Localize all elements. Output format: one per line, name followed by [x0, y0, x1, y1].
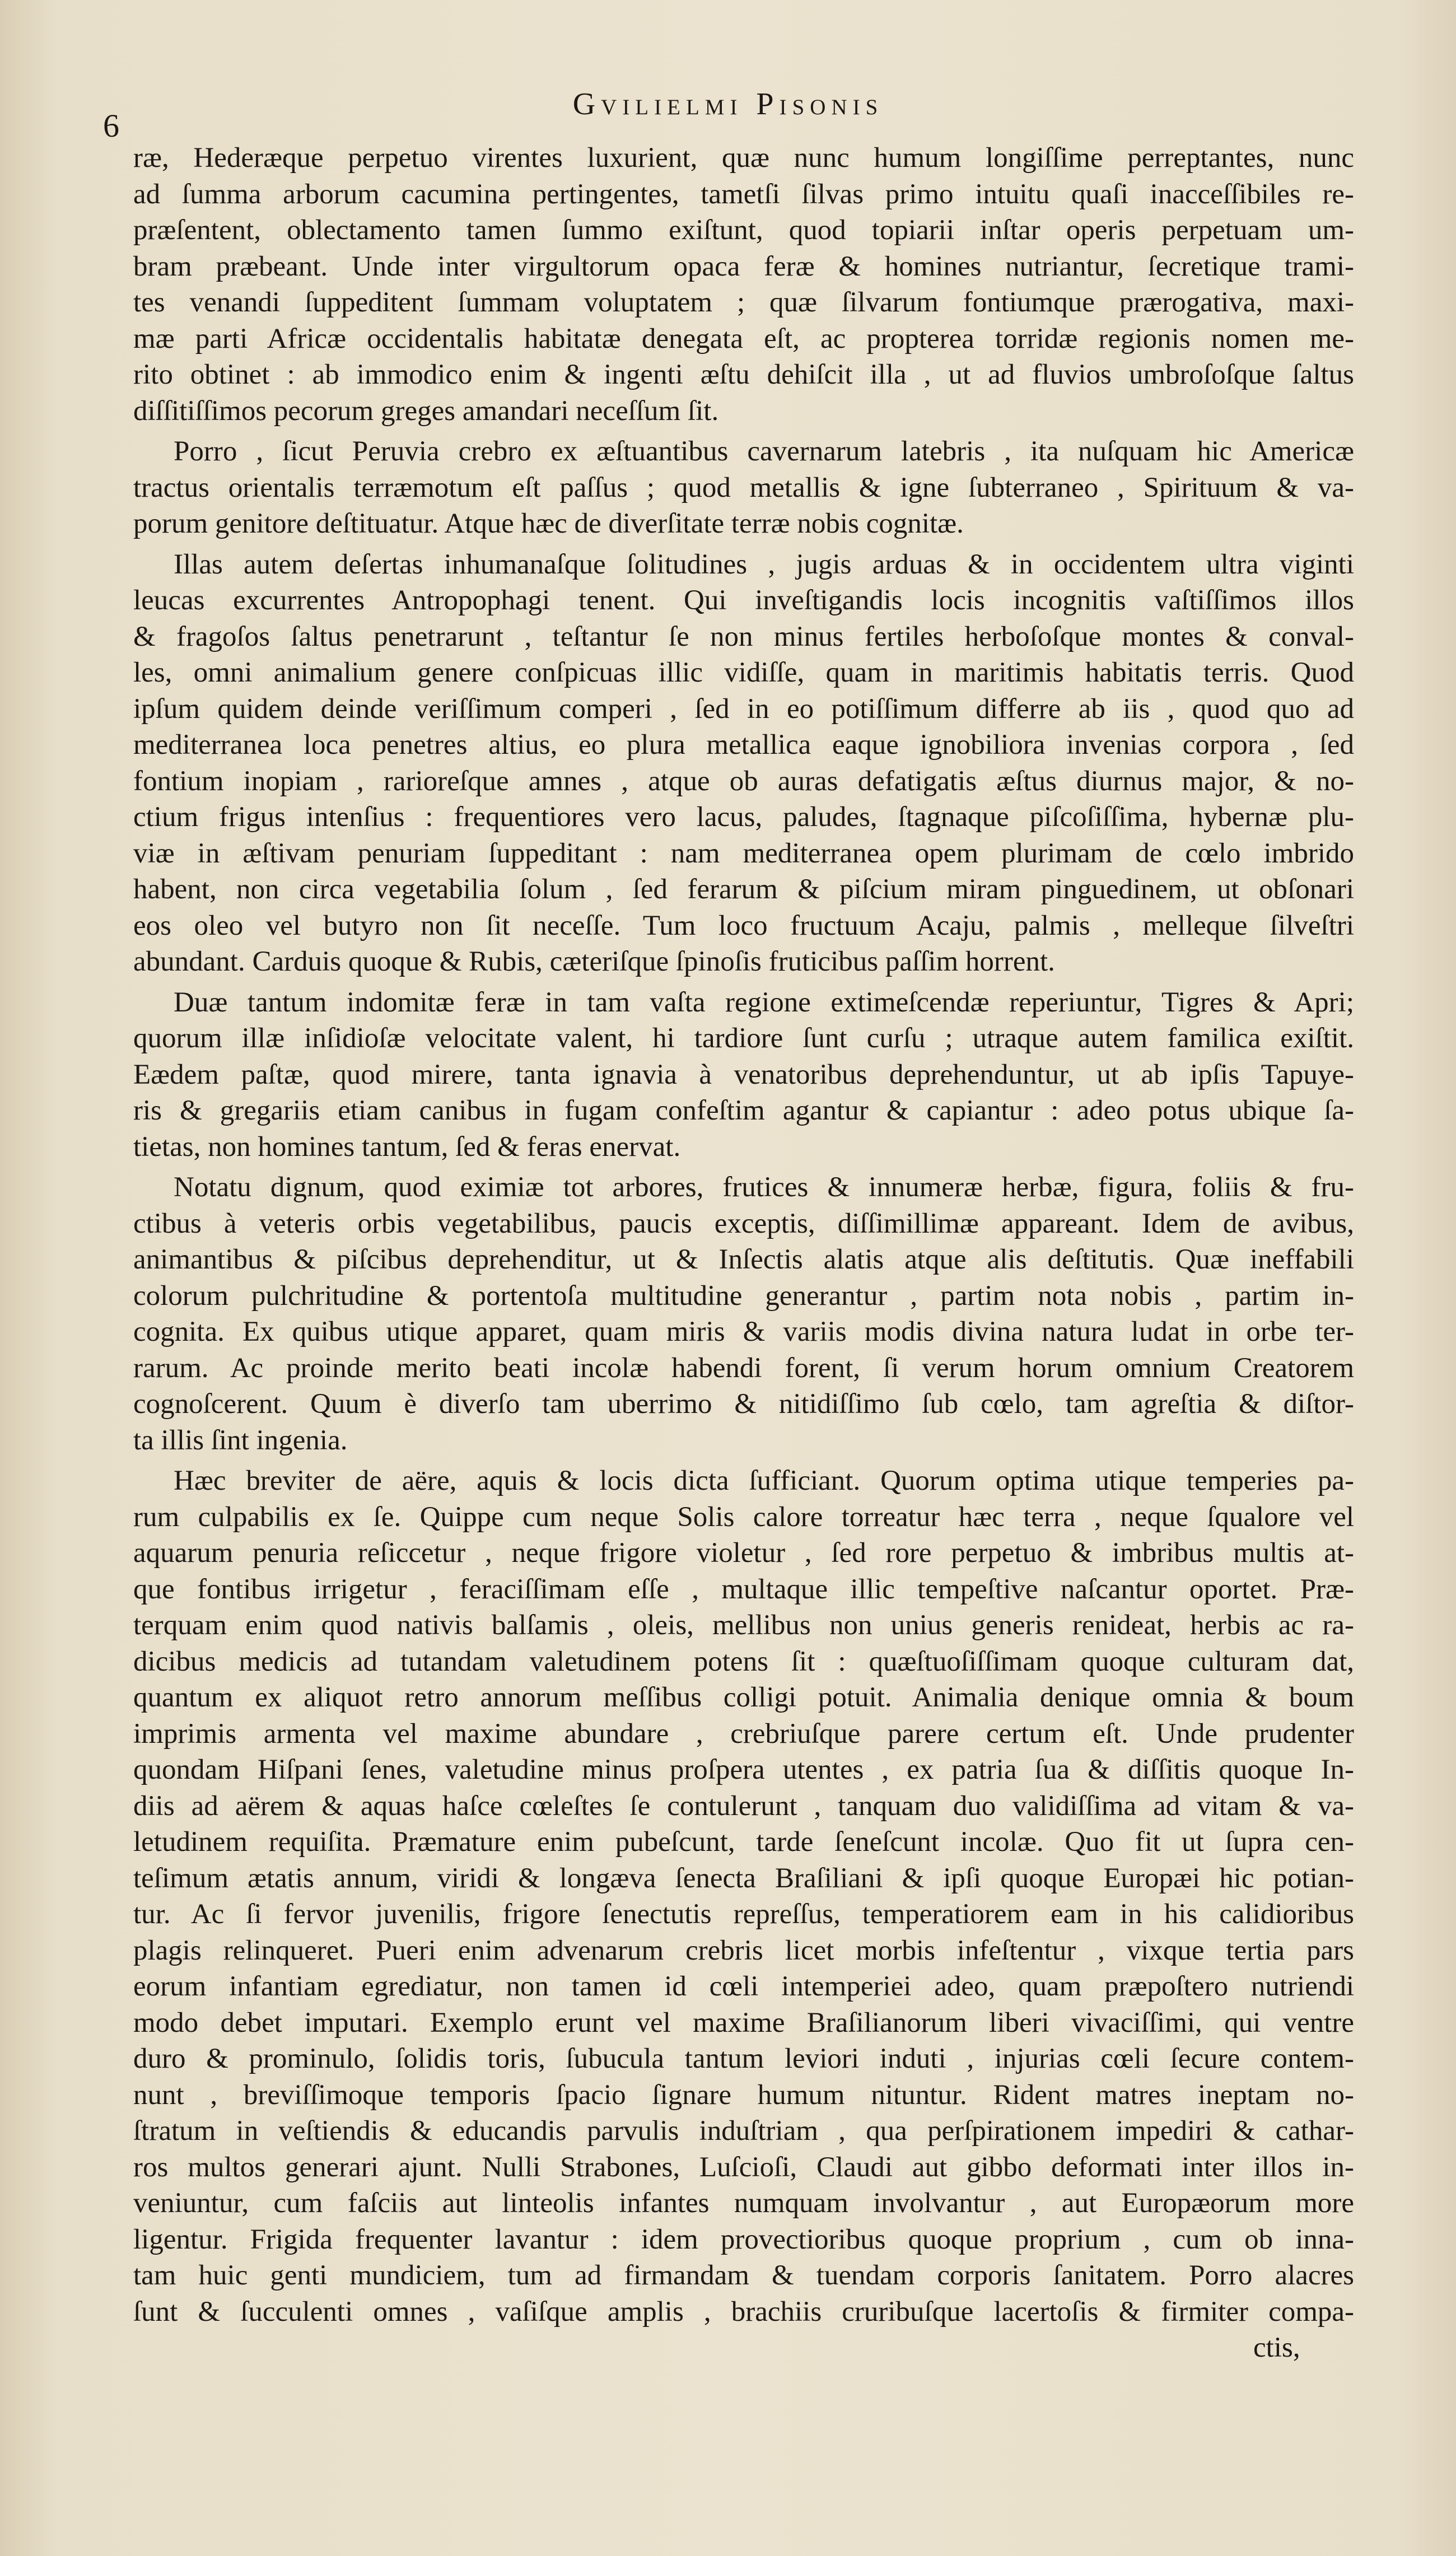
- paragraph-4: [133, 985, 1354, 1165]
- text-line: Porro , ſicut Peruvia crebro ex æſtuantibus cavernarum latebris , ita nuſquam hic Americæ: [174, 436, 1354, 467]
- text-line: colorum pulchritudine & portentoſa multitudine generantur , partim nota nobis , partim in-: [133, 1280, 1354, 1312]
- text-line: tractus orientalis terræmotum eſt paſſus ; quod metallis & igne ſubterraneo , Spirituum & va-: [133, 472, 1354, 503]
- text-line: ad ſumma arborum cacumina pertingentes, tametſi ſilvas primo intuitu quaſi inacceſſibiles re-: [133, 178, 1354, 210]
- text-line: rito obtinet : ab immodico enim & ingenti æſtu dehiſcit illa , ut ad fluvios umbroſoſque ſaltus: [133, 359, 1354, 390]
- text-line: ſunt & ſucculenti omnes , vaſiſque amplis , brachiis cruribuſque lacertoſis & firmiter compa-: [133, 2296, 1354, 2328]
- text-line: cognoſcerent. Quum è diverſo tam uberrimo & nitidiſſimo ſub cœlo, tam agreſtia & diſtor-: [133, 1388, 1354, 1420]
- text-line: imprimis armenta vel maxime abundare , crebriuſque parere certum eſt. Unde prudenter: [133, 1718, 1354, 1750]
- text-line: fontium inopiam , rarioreſque amnes , atque ob auras defatigatis æſtus diurnus major, & no-: [133, 765, 1354, 797]
- text-line: animantibus & piſcibus deprehenditur, ut & Inſectis alatis atque alis deſtitutis. Quæ ineffabili: [133, 1244, 1354, 1275]
- text-line: les, omni animalium genere conſpicuas illic vidiſſe, quam in maritimis habitatis terris. Quod: [133, 657, 1354, 688]
- paragraph-2: [133, 433, 1354, 542]
- text-line: ræ, Hederæque perpetuo virentes luxurient, quæ nunc humum longiſſime perreptantes, nunc: [133, 142, 1354, 174]
- text-line: tes venandi ſuppeditent ſummam voluptatem ; quæ ſilvarum fontiumque prærogativa, maxi-: [133, 287, 1354, 318]
- text-line: plagis relinqueret. Pueri enim advenarum crebris licet morbis infeſtentur , vixque tertia pars: [133, 1934, 1354, 1966]
- text-line: teſimum ætatis annum, viridi & longæva ſenecta Braſiliani & ipſi quoque Europæi hic potian-: [133, 1862, 1354, 1894]
- text-line: diſſitiſſimos pecorum greges amandari neceſſum ſit.: [133, 395, 719, 427]
- text-line: eos oleo vel butyro non ſit neceſſe. Tum loco fructuum Acaju, palmis , melleque ſilveſtri: [133, 909, 1354, 941]
- text-line: ipſum quidem deinde veriſſimum comperi , ſed in eo potiſſimum differre ab iis , quod quo ad: [133, 693, 1354, 725]
- text-line: quondam Hiſpani ſenes, valetudine minus proſpera utentes , ex patria ſua & diſſitis quoque In-: [133, 1754, 1354, 1785]
- text-line: dicibus medicis ad tutandam valetudinem potens ſit : quæſtuoſiſſimam quoque culturam dat,: [133, 1645, 1354, 1677]
- text-line: habent, non circa vegetabilia ſolum , ſed ferarum & piſcium miram pinguedinem, ut obſonari: [133, 874, 1354, 905]
- text-line: mediterranea loca penetres altius, eo plura metallica eaque ignobiliora invenias corpora , ſed: [133, 729, 1354, 761]
- page-number: 6: [103, 108, 119, 144]
- text-line: ctium frigus intenſius : frequentiores vero lacus, paludes, ſtagnaque piſcoſiſſima, hybernæ plu-: [133, 801, 1354, 833]
- text-line: veniuntur, cum faſciis aut linteolis infantes numquam involvantur , aut Europæorum more: [133, 2187, 1354, 2219]
- paragraph-3: [133, 547, 1354, 980]
- text-line: rum culpabilis ex ſe. Quippe cum neque Solis calore torreatur hæc terra , neque ſqualore vel: [133, 1501, 1354, 1533]
- text-line: ta illis ſint ingenia.: [133, 1424, 348, 1456]
- paragraph-1: [133, 140, 1354, 429]
- text-line: rarum. Ac proinde merito beati incolæ habendi forent, ſi verum horum omnium Creatorem: [133, 1352, 1354, 1384]
- text-line: leucas excurrentes Antropophagi tenent. Qui inveſtigandis locis incognitis vaſtiſſimos illos: [133, 585, 1354, 616]
- text-line: Notatu dignum, quod eximiæ tot arbores, frutices & innumeræ herbæ, figura, foliis & fru-: [174, 1172, 1354, 1203]
- text-line: letudinem requiſita. Præmature enim pubeſcunt, tarde ſeneſcunt incolæ. Quo fit ut ſupra cen-: [133, 1826, 1354, 1858]
- text-line: modo debet imputari. Exemplo erunt vel maxime Braſilianorum liberi vivaciſſimi, qui ventre: [133, 2007, 1354, 2039]
- text-line: Hæc breviter de aëre, aquis & locis dicta ſufficiant. Quorum optima utique temperies pa-: [174, 1465, 1354, 1496]
- catchword: ctis,: [1253, 2332, 1300, 2363]
- text-line: porum genitore deſtituatur. Atque hæc de diverſitate terræ nobis cognitæ.: [133, 508, 964, 539]
- text-line: nunt , breviſſimoque temporis ſpacio ſignare humum nituntur. Rident matres ineptam no-: [133, 2079, 1354, 2111]
- text-line: ligentur. Frigida frequenter lavantur : idem provectioribus quoque proprium , cum ob inna-: [133, 2223, 1354, 2255]
- text-line: tur. Ac ſi fervor juvenilis, frigore ſenectutis repreſſus, temperatiorem eam in his calidioribus: [133, 1899, 1354, 1930]
- text-line: ros multos generari ajunt. Nulli Strabones, Luſcioſi, Claudi aut gibbo deformati inter illos in-: [133, 2151, 1354, 2183]
- paragraph-6: [133, 1463, 1354, 2366]
- text-line: bram præbeant. Unde inter virgultorum opaca feræ & homines nutriantur, ſecretique trami-: [133, 250, 1354, 282]
- text-line: ctibus à veteris orbis vegetabilibus, paucis exceptis, diſſimillimæ appareant. Idem de avibus,: [133, 1207, 1354, 1239]
- text-line: cognita. Ex quibus utique apparet, quam miris & variis modis divina natura ludat in orbe ter-: [133, 1316, 1354, 1347]
- text-line: ris & gregariis etiam canibus in fugam confeſtim agantur & capiantur : adeo potus ubique ſa-: [133, 1095, 1354, 1126]
- text-line: quorum illæ inſidioſæ velocitate valent, hi tardiore ſunt curſu ; utraque autem familica exiſtit.: [133, 1023, 1354, 1054]
- text-line: quantum ex aliquot retro annorum meſſibus colligi potuit. Animalia denique omnia & boum: [133, 1682, 1354, 1713]
- text-line: tam huic genti mundiciem, tum ad firmandam & tuendam corporis ſanitatem. Porro alacres: [133, 2260, 1354, 2291]
- body-text: [133, 140, 1354, 2366]
- text-line: ſtratum in veſtiendis & educandis parvulis induſtriam , qua perſpirationem impediri & cathar-: [133, 2115, 1354, 2147]
- text-line: viæ in æſtivam penuriam ſuppeditant : nam mediterranea opem plurimam de cœlo imbrido: [133, 837, 1354, 869]
- text-line: diis ad aërem & aquas haſce cœleſtes ſe contulerunt , tanquam duo validiſſima ad vitam & va-: [133, 1790, 1354, 1822]
- text-line: abundant. Carduis quoque & Rubis, cæteriſque ſpinoſis fruticibus paſſim horrent.: [133, 946, 1055, 977]
- text-line: eorum infantiam egrediatur, non tamen id cœli intemperiei adeo, quam præpoſtero nutriendi: [133, 1971, 1354, 2002]
- text-line: aquarum penuria reſiccetur , neque frigore violetur , ſed rore perpetuo & imbribus multis at-: [133, 1537, 1354, 1569]
- running-title: Gvilielmi Pisonis: [572, 87, 884, 122]
- text-line: que fontibus irrigetur , feraciſſimam eſſe , multaque illic tempeſtive naſcantur oportet. Præ-: [133, 1573, 1354, 1605]
- text-line: Illas autem deſertas inhumanaſque ſolitudines , jugis arduas & in occidentem ultra viginti: [174, 548, 1354, 580]
- text-line: duro & prominulo, ſolidis toris, ſubucula tantum leviori induti , injurias cœli ſecure contem-: [133, 2043, 1354, 2074]
- text-line: Duæ tantum indomitæ feræ in tam vaſta regione extimeſcendæ reperiuntur, Tigres & Apri;: [174, 986, 1354, 1018]
- text-line: præſentent, oblectamento tamen ſummo exiſtunt, quod topiarii inſtar operis perpetuam um-: [133, 214, 1354, 246]
- text-line: mæ parti Africæ occidentalis habitatæ denegata eſt, ac propterea torridæ regionis nomen me-: [133, 323, 1354, 355]
- text-line: Eædem paſtæ, quod mirere, tanta ignavia à venatoribus deprehenduntur, ut ab ipſis Tapuye-: [133, 1058, 1354, 1090]
- paragraph-5: [133, 1169, 1354, 1458]
- text-line: & fragoſos ſaltus penetrarunt , teſtantur ſe non minus fertiles herboſoſque montes & conval-: [133, 621, 1354, 652]
- text-line: terquam enim quod nativis balſamis , oleis, mellibus non unius generis renideat, herbis ac ra-: [133, 1610, 1354, 1641]
- text-line: tietas, non homines tantum, ſed & feras enervat.: [133, 1131, 681, 1163]
